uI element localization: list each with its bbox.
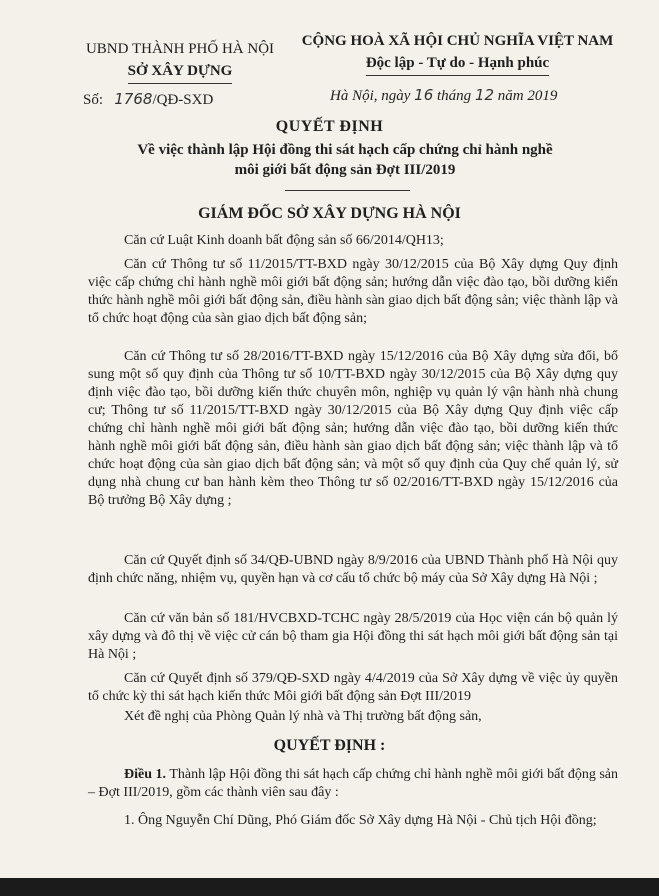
country-name: CỘNG HOÀ XÃ HỘI CHỦ NGHĨA VIỆT NAM	[301, 33, 614, 49]
date-year: năm 2019	[497, 88, 558, 104]
document-date	[330, 86, 557, 105]
national-motto-block	[290, 30, 625, 76]
issuer-department: SỞ XÂY DỰNG	[128, 60, 233, 84]
document-title: QUYẾT ĐỊNH	[275, 118, 384, 135]
divider	[285, 190, 410, 191]
paragraph-4: Căn cứ Quyết định số 34/QĐ-UBND ngày 8/9/2016 của UBND Thành phố Hà Nội quy định chức năng, nhiệm vụ, quyền hạn và cơ cấu tổ chức bộ máy của Sở Xây dựng Hà Nội ;	[88, 553, 618, 586]
date-month-word: tháng	[437, 88, 472, 104]
article-1-text: Thành lập Hội đồng thi sát hạch cấp chứng chỉ hành nghề môi giới bất động sản – Đợt III/2019, gồm các thành viên sau đây :	[88, 767, 619, 800]
paragraph-2: Căn cứ Thông tư số 11/2015/TT-BXD ngày 30/12/2015 của Bộ Xây dựng Quy định việc cấp chứng chỉ hành nghề môi giới bất động sản; hướng dẫn việc đào tạo, bồi dưỡng kiến thức hành nghề môi giới bất động sản, điều hành sàn giao dịch bất động sản; việc thành lập và tổ chức hoạt động của sàn giao dịch bất động sản;	[88, 257, 618, 326]
date-prefix: Hà Nội, ngày	[330, 88, 411, 104]
article-1	[88, 766, 618, 802]
number-suffix: /QĐ-SXD	[152, 92, 214, 108]
number-handwritten: 1768	[114, 90, 153, 108]
date-day: 16	[414, 86, 434, 104]
issuer-city: UBND THÀNH PHỐ HÀ NỘI	[85, 41, 275, 57]
issuer-title: GIÁM ĐỐC SỞ XÂY DỰNG HÀ NỘI	[198, 205, 461, 222]
paragraph-7: Xét đề nghị của Phòng Quản lý nhà và Thị trường bất động sản,	[124, 709, 482, 724]
motto: Độc lập - Tự do - Hạnh phúc	[366, 52, 549, 76]
number-prefix: Số:	[83, 92, 104, 108]
paragraph-5: Căn cứ văn bản số 181/HVCBXD-TCHC ngày 28/5/2019 của Học viện cán bộ quản lý xây dựng và đô thị về việc cử cán bộ tham gia Hội đồng thi sát hạch môi giới bất động sản tại Hà Nội ;	[88, 611, 618, 662]
article-1-label: Điều 1.	[124, 767, 167, 782]
paragraph-6: Căn cứ Quyết định số 379/QĐ-SXD ngày 4/4/2019 của Sở Xây dựng về việc ủy quyền tổ chức kỳ thi sát hạch kiến thức Môi giới bất động sản Đợt III/2019	[88, 671, 618, 704]
date-month: 12	[474, 86, 495, 104]
decision-heading: QUYẾT ĐỊNH :	[273, 737, 386, 754]
member-1: 1. Ông Nguyễn Chí Dũng, Phó Giám đốc Sở Xây dựng Hà Nội - Chủ tịch Hội đồng;	[124, 813, 597, 828]
issuer-block	[60, 38, 300, 84]
scan-edge	[0, 878, 659, 896]
document-subject: Về việc thành lập Hội đồng thi sát hạch cấp chứng chỉ hành nghề môi giới bất động sản Đợt III/2019	[137, 142, 553, 178]
document-number	[83, 90, 213, 109]
paragraph-3: Căn cứ Thông tư số 28/2016/TT-BXD ngày 15/12/2016 của Bộ Xây dựng sửa đổi, bổ sung một số quy định của Thông tư số 10/TT-BXD ngày 30/12/2015 của Bộ Xây dựng quy định việc đào tạo, bồi dưỡng kiến thức chuyên môn, nghiệp vụ quản lý vận hành nhà chung cư; Thông tư số 11/2015/TT-BXD ngày 30/12/2015 của Bộ Xây dựng Quy định việc cấp chứng chỉ hành nghề môi giới bất động sản; hướng dẫn việc đào tạo, bồi dưỡng kiến thức hành nghề môi giới bất động sản, điều hành sàn giao dịch bất động sản; việc thành lập và tổ chức hoạt động của sàn giao dịch bất động sản; và một số quy định của Quy chế quản lý, sử dụng nhà chung cư ban hành kèm theo Thông tư số 02/2016/TT-BXD ngày 15/12/2016 của Bộ trưởng Bộ Xây dựng ;	[88, 349, 618, 508]
paragraph-1: Căn cứ Luật Kinh doanh bất động sản số 66/2014/QH13;	[124, 233, 444, 248]
